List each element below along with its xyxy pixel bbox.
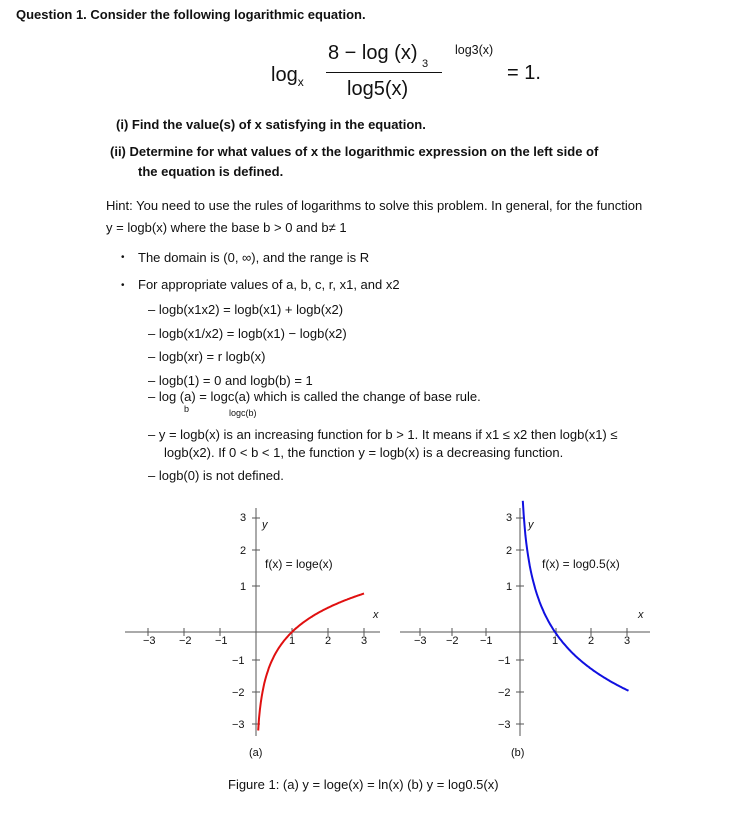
- figure-caption: Figure 1: (a) y = loge(x) = ln(x) (b) y = log0.5(x): [228, 777, 499, 792]
- hint-line2: y = logb(x) where the base b > 0 and b≠ 1: [106, 220, 347, 235]
- chart-b-curve: [523, 501, 629, 691]
- chart-a-xtick: −2: [179, 635, 192, 647]
- rule-zero: – logb(0) is not defined.: [148, 468, 284, 483]
- question-title: Question 1. Consider the following logarithmic equation.: [16, 7, 366, 22]
- rule-monotonic-2: logb(x2). If 0 < b < 1, the function y = logb(x) is a decreasing function.: [164, 445, 564, 460]
- rule-product: – logb(x1x2) = logb(x1) + logb(x2): [148, 302, 344, 317]
- equation-rhs: = 1.: [507, 62, 541, 84]
- rule-change-base-sub: b: [184, 404, 190, 414]
- rule-change-base: – log (a) = logc(a) which is called the change of base rule.: [148, 389, 481, 404]
- rule-power: – logb(xr) = r logb(x): [148, 349, 266, 364]
- chart-b-ytick: −2: [498, 687, 511, 699]
- part-ii-line2: the equation is defined.: [138, 164, 284, 179]
- equation-fraction-line: [326, 72, 442, 73]
- chart-a-ytick: 2: [240, 545, 247, 557]
- chart-b-ytick: 3: [506, 512, 513, 524]
- part-i: (i) Find the value(s) of x satisfying in the equation.: [116, 117, 426, 132]
- rule-identity: – logb(1) = 0 and logb(b) = 1: [148, 373, 313, 388]
- figure-graphs: [0, 500, 741, 770]
- hint-bullet1: The domain is (0, ∞), and the range is R: [138, 250, 370, 265]
- chart-b-xtick: −3: [414, 635, 427, 647]
- chart-b-xtick: 2: [588, 635, 595, 647]
- chart-a-ytick: −1: [232, 655, 245, 667]
- chart-b-xtick: −1: [480, 635, 493, 647]
- chart-a-ytick: 1: [240, 581, 247, 593]
- chart-a-func-label: f(x) = loge(x): [265, 557, 333, 571]
- equation-log: $\log_x$: [271, 64, 304, 89]
- chart-b-label: (b): [511, 747, 525, 759]
- chart-a-xtick: −3: [143, 635, 156, 647]
- chart-a-curve: [258, 594, 364, 731]
- chart-b-ylabel: y: [528, 519, 534, 531]
- chart-a-ytick: −3: [232, 719, 245, 731]
- rule-change-base-den: logc(b): [229, 408, 257, 418]
- chart-b-ytick: 2: [506, 545, 513, 557]
- chart-a-xtick: 2: [325, 635, 332, 647]
- chart-b: [400, 501, 650, 759]
- chart-a: [125, 508, 380, 759]
- chart-b-ytick: −1: [498, 655, 511, 667]
- chart-b-ytick: 1: [506, 581, 513, 593]
- hint-bullet2: For appropriate values of a, b, c, r, x1, and x2: [138, 277, 400, 292]
- hint-line1: Hint: You need to use the rules of logarithms to solve this problem. In general, for the function: [106, 198, 643, 213]
- chart-a-xtick: 3: [361, 635, 368, 647]
- equation-superscript: log3(x): [455, 43, 494, 57]
- chart-a-label: (a): [249, 747, 263, 759]
- chart-b-func-label: f(x) = log0.5(x): [542, 557, 620, 571]
- chart-b-xlabel: x: [638, 609, 644, 621]
- chart-b-xtick: 3: [624, 635, 631, 647]
- bullet-icon: •: [121, 252, 125, 263]
- chart-a-ytick: 3: [240, 512, 247, 524]
- equation-numerator: 8 − log (x): [328, 42, 418, 64]
- rule-monotonic-1: – y = logb(x) is an increasing function for b > 1. It means if x1 ≤ x2 then logb(x1) ≤: [148, 427, 618, 442]
- equation-numerator-sub: 3: [422, 58, 429, 70]
- part-ii-line1: (ii) Determine for what values of x the logarithmic expression on the left side of: [110, 144, 599, 159]
- bullet-icon: •: [121, 280, 125, 291]
- chart-b-xtick: −2: [446, 635, 459, 647]
- chart-a-xtick: 1: [289, 635, 296, 647]
- rule-quotient: – logb(x1/x2) = logb(x1) − logb(x2): [148, 326, 347, 341]
- equation-denominator: log5(x): [347, 78, 409, 100]
- chart-b-ytick: −3: [498, 719, 511, 731]
- chart-a-xlabel: x: [373, 609, 379, 621]
- chart-b-xtick: 1: [552, 635, 559, 647]
- chart-a-xtick: −1: [215, 635, 228, 647]
- chart-a-ytick: −2: [232, 687, 245, 699]
- chart-a-ylabel: y: [262, 519, 268, 531]
